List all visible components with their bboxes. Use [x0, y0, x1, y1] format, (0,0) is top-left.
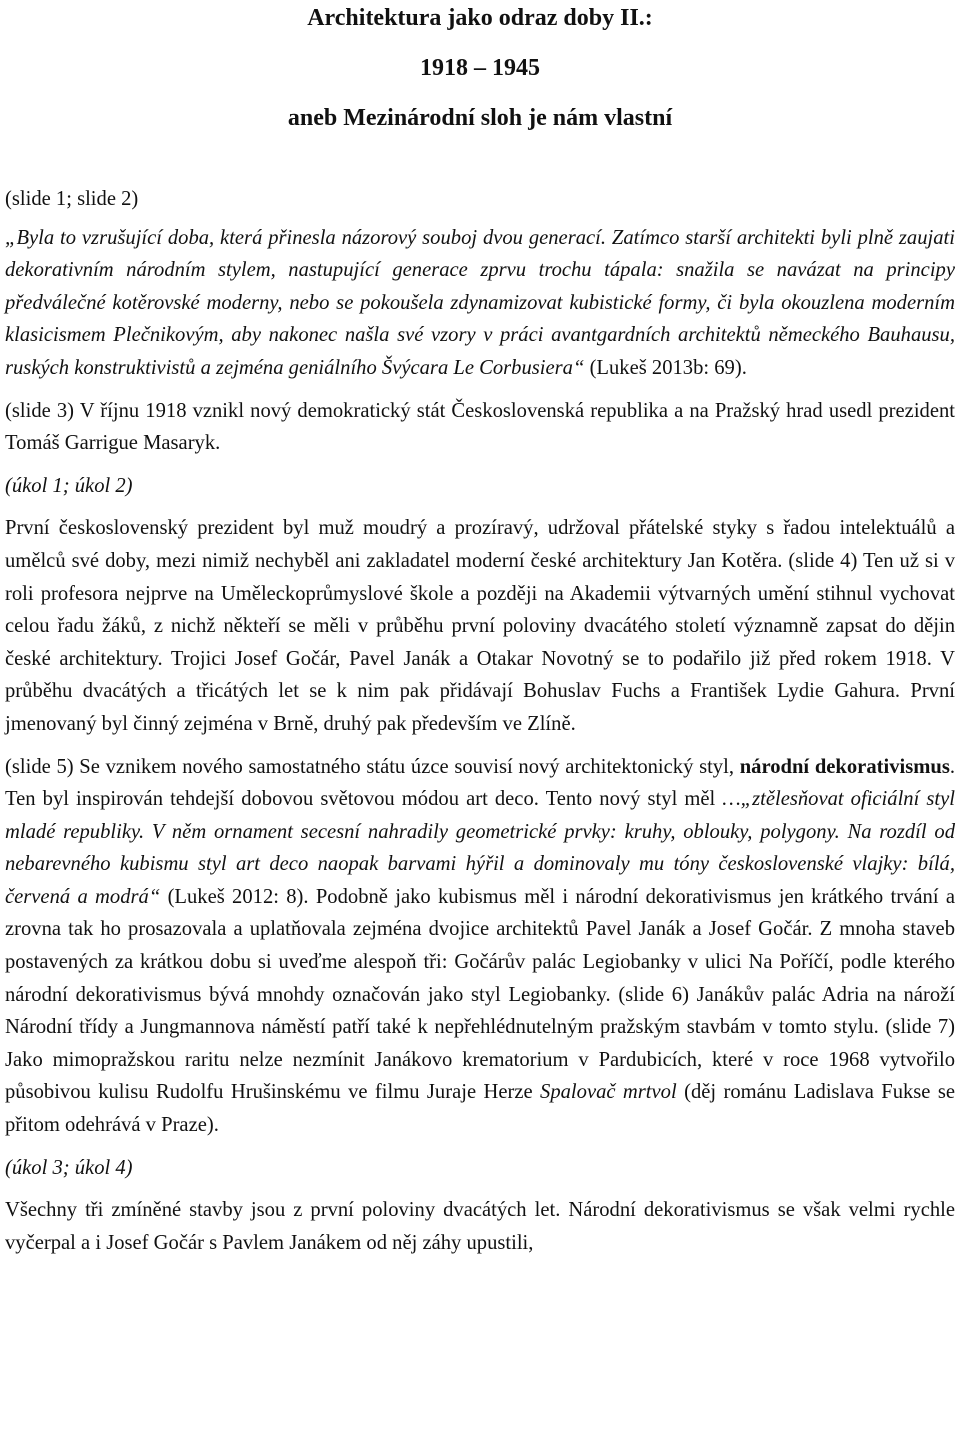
document-page	[5, 0, 955, 1259]
task-reference-2: (úkol 3; úkol 4)	[5, 1156, 133, 1179]
document-title: Architektura jako odraz doby II.:	[307, 5, 653, 31]
term-national-decorativism: národní dekorativismus	[739, 755, 950, 778]
intro-quote: „Byla to vzrušující doba, která přinesla názorový souboj dvou generací. Zatímco starší architekti byli plně zaujati dekorativním národním stylem, nastupující generace zprvu trochu tápala: snažila se navázat na principy předválečné kotěrovské moderny, nebo se pokoušela zdynamizovat kubistické formy, či byla okouzlena moderním klasicismem Plečnikovým, aby nakonec našla své vzory v práci avantgardních architektů německého Bauhausu, ruských konstruktivistů a zejména geniálního Švýcara Le Corbusiera“	[5, 226, 955, 379]
slide-reference: (slide 1; slide 2)	[5, 188, 139, 210]
task-reference: (úkol 1; úkol 2)	[5, 474, 133, 497]
film-title: Spalovač mrtvol	[540, 1081, 677, 1104]
paragraph-president: První československý prezident byl muž moudrý a prozíravý, udržoval přátelské styky s řadou intelektuálů a umělců své doby, mezi nimiž nechyběl ani zakladatel moderní české architektury Jan Kotěra. (slide 4) Ten už si v roli profesora nejprve na Uměleckoprůmyslové škole a později na Akademii výtvarných umění stihnul vychovat celou řadu žáků, z nichž někteří se měli v průběhu první poloviny dvacátého století významně zapsat do dějin české architektury. Trojici Josef Gočár, Pavel Janák a Otakar Novotný se to podařilo již před rokem 1918. V průběhu dvacátých a třicátých let se k nim pak přidávají Bohuslav Fuchs a František Lydie Gahura. První jmenovaný byl činný zejména v Brně, druhý pak především ve Zlíně.	[5, 517, 955, 735]
intro-quote-citation: (Lukeš 2013b: 69).	[584, 356, 747, 379]
document-title-years: 1918 – 1945	[420, 55, 540, 81]
art-deco-quote: …„ztělesňovat oficiální styl mladé republiky. V něm ornament secesní nahradily geometrické prvky: kruhy, oblouky, polygony. Na rozdíl od nebarevného kubismu styl art deco naopak barvami hýřil a dominovaly mu tóny československé vlajky: bílá, červená a modrá“	[5, 788, 955, 908]
document-subtitle: aneb Mezinárodní sloh je nám vlastní	[287, 105, 673, 131]
paragraph-conclusion: Všechny tři zmíněné stavby jsou z první poloviny dvacátých let. Národní dekorativismus se však velmi rychle vyčerpal a i Josef Gočár s Pavlem Janákem od něj záhy upustili,	[5, 1199, 955, 1254]
intro-quote-paragraph	[5, 222, 955, 385]
paragraph-1918-republic: (slide 3) V říjnu 1918 vznikl nový demokratický stát Československá republika a na Pražský hrad usedl prezident Tomáš Garrigue Masaryk.	[5, 399, 955, 455]
paragraph-national-decorativism: (slide 5) Se vznikem nového samostatného státu úzce souvisí nový architektonický styl, národní dekorativismus. Ten byl inspirován tehdejší dobovou světovou módou art deco. Tento nový styl měl …„ztělesňovat oficiální styl mladé republiky. V něm ornament secesní nahradily geometrické prvky: kruhy, oblouky, polygony. Na rozdíl od nebarevného kubismu styl art deco naopak barvami hýřil a dominovaly mu tóny československé vlajky: bílá, červená a modrá“ (Lukeš 2012: 8). Podobně jako kubismus měl i národní dekorativismus jen krátkého trvání a zrovna tak ho prosazovala a uplatňovala zejména dvojice architektů Pavel Janák a Josef Gočár. Z mnoha staveb postavených za krátkou dobu si uveďme alespoň tři: Gočárův palác Legiobanky v ulici Na Poříčí, podle kterého národní dekorativismus bývá mnohdy označován jako styl Legiobanky. (slide 6) Janákův palác Adria na nároží Národní třídy a Jungmannova náměstí patří také k nepřehlédnutelným pražským stavbám v tomto stylu. (slide 7) Jako mimopražskou raritu nelze nezmínit Janákovo krematorium v Pardubicích, které v roce 1968 vytvořilo působivou kulisu Rudolfu Hrušinskému ve filmu Juraje Herze Spalovač mrtvol (děj románu Ladislava Fukse se přitom odehrává v Praze).	[5, 755, 956, 1137]
